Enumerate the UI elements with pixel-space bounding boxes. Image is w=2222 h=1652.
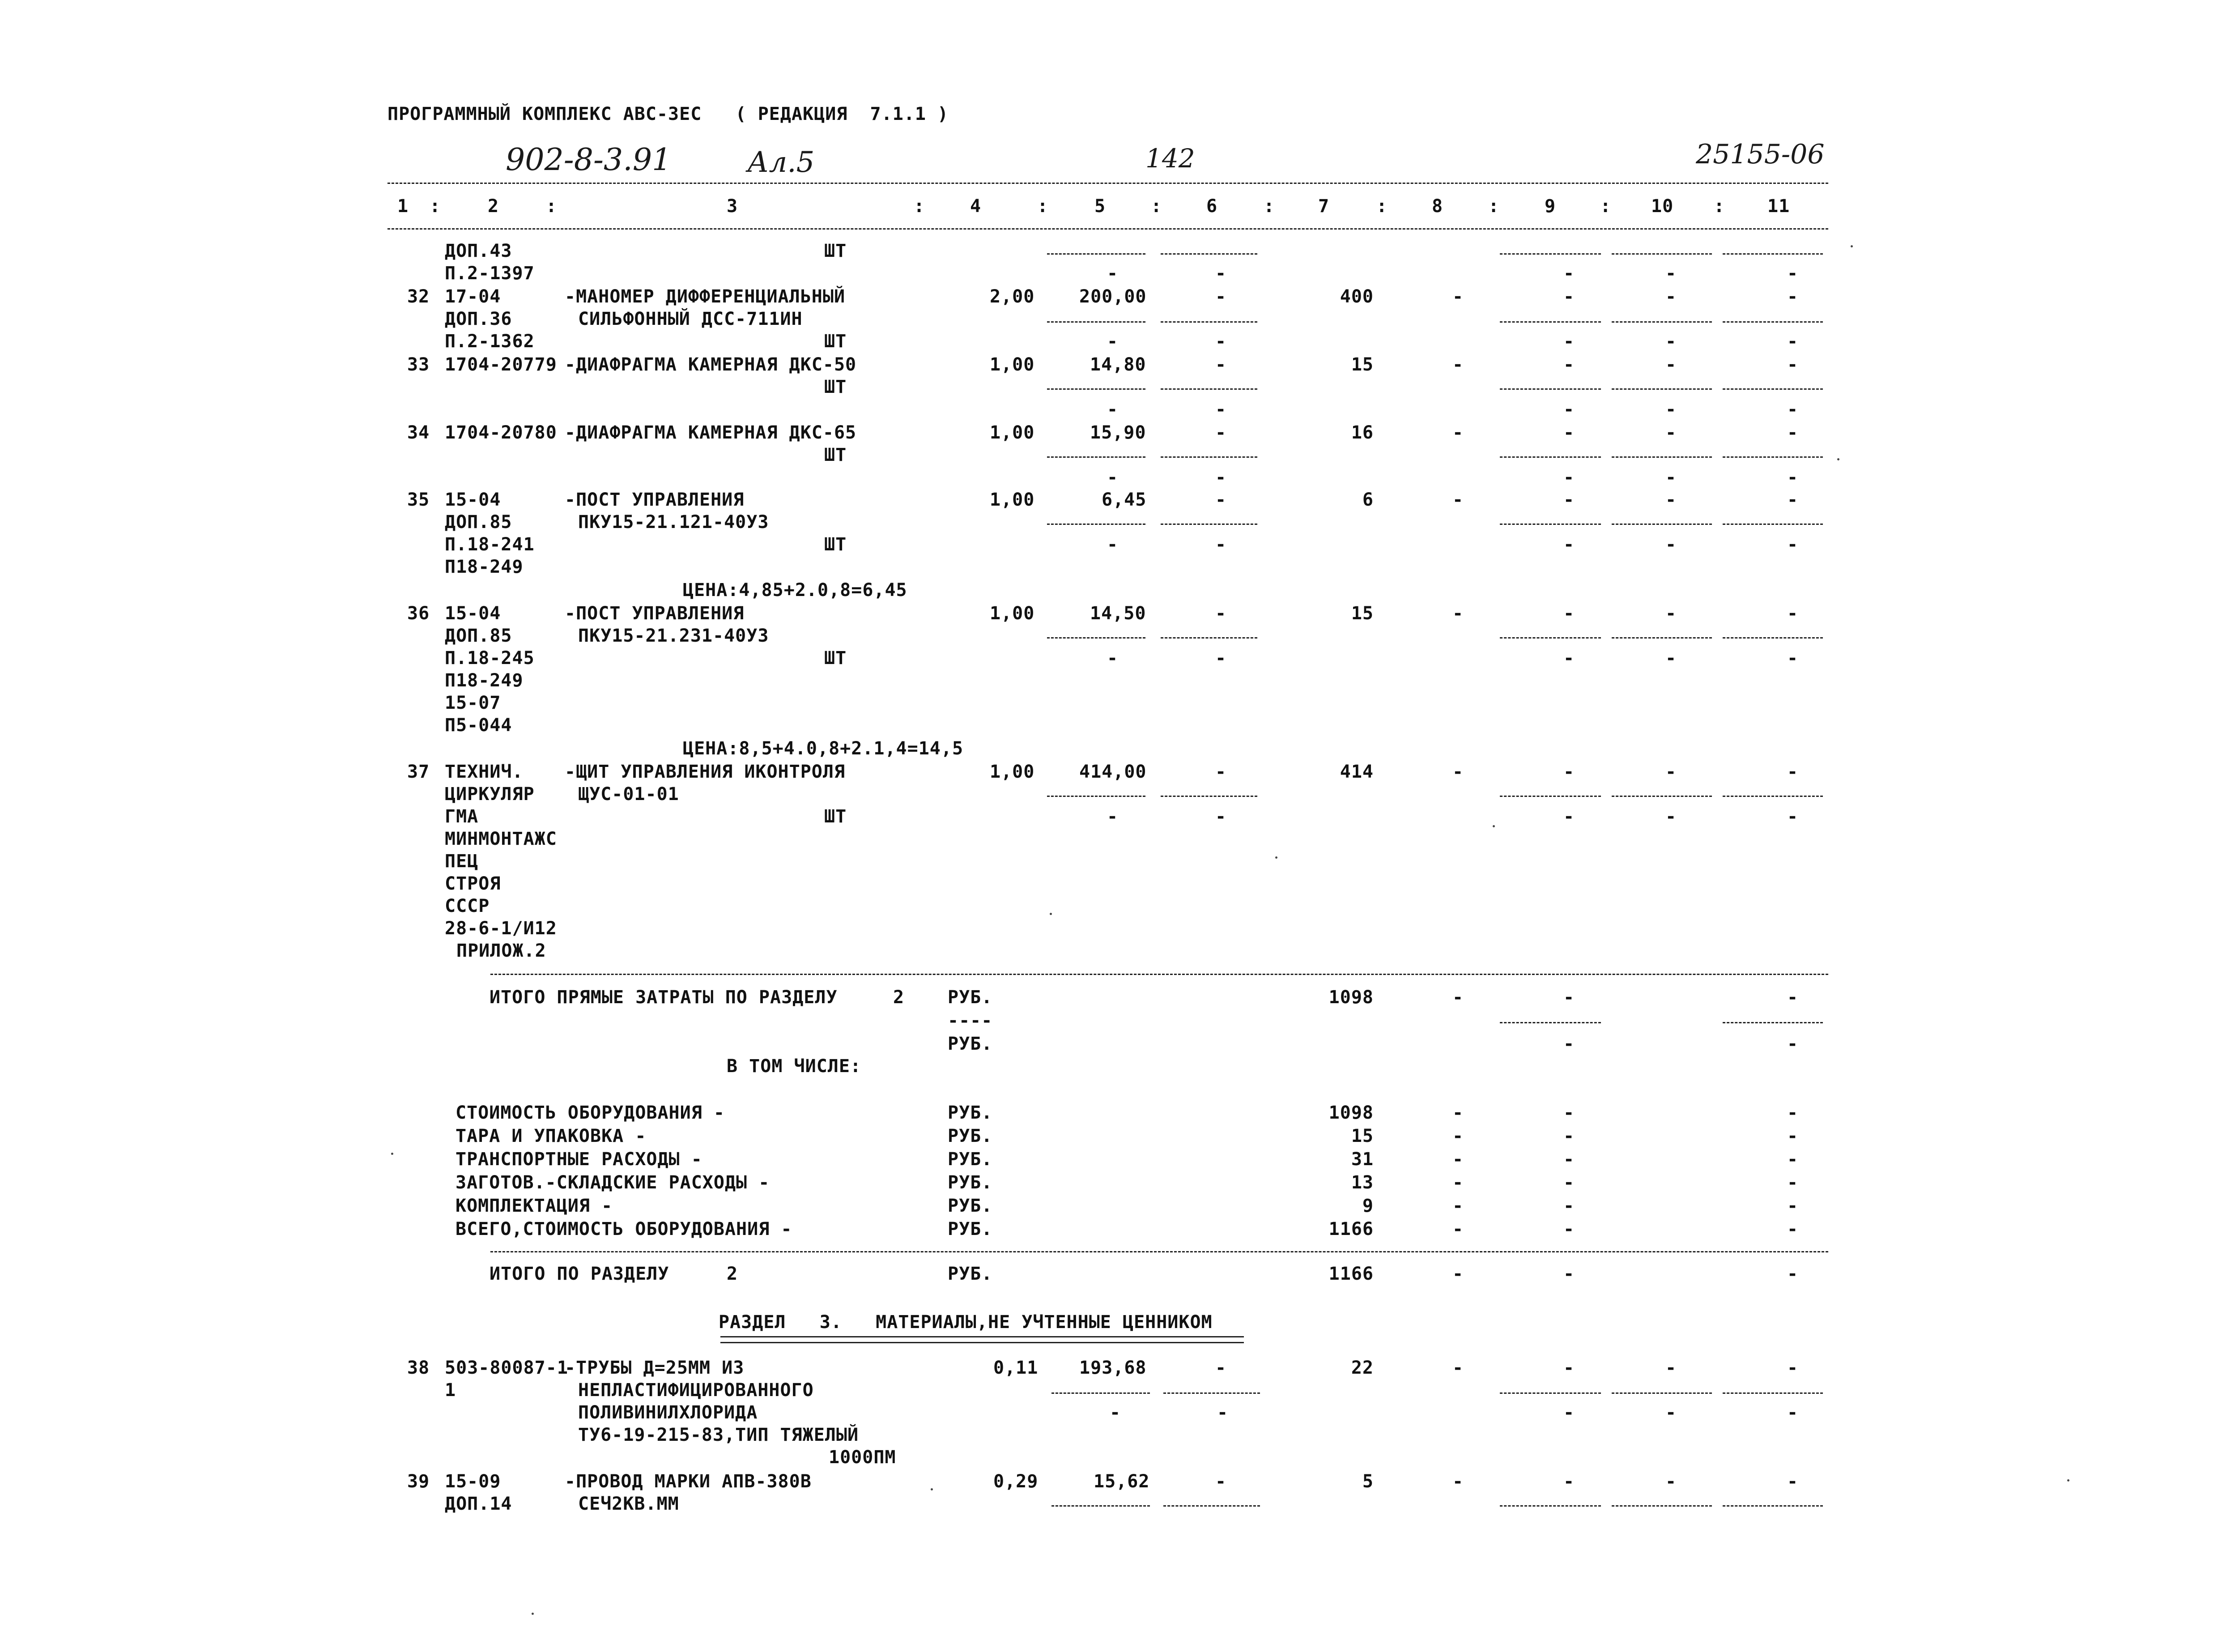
row-code: П18-249 [445, 557, 524, 577]
breakdown-value: 1098 [1328, 1103, 1374, 1123]
section-number: 2 [727, 1264, 738, 1284]
row-unit: ШТ [824, 331, 847, 352]
row-code: 1704-20779 [445, 354, 557, 375]
row-code: ТЕХНИЧ. [445, 762, 524, 782]
row-code: П.2-1397 [445, 263, 535, 284]
row-name: -ДИАФРАГМА КАМЕРНАЯ ДКС-50 [565, 354, 857, 375]
col-3: 3 [727, 196, 738, 217]
row-unit: ШТ [824, 445, 847, 465]
row-code: 503-80087-1 [445, 1358, 568, 1378]
row-name: -ПОСТ УПРАВЛЕНИЯ [565, 490, 745, 510]
scan-speck [2067, 1479, 2069, 1482]
row-number: 37 [407, 762, 430, 782]
row-code: 15-04 [445, 603, 501, 624]
direct-costs-label: ИТОГО ПРЯМЫЕ ЗАТРАТЫ ПО РАЗДЕЛУ [490, 987, 838, 1008]
col-7: 7 [1318, 196, 1330, 217]
row-unit: ШТ [824, 648, 847, 668]
section-total-line [490, 1251, 1828, 1252]
row-name: -ПОСТ УПРАВЛЕНИЯ [565, 603, 745, 624]
row-code: 15-07 [445, 693, 501, 713]
breakdown-value: 13 [1351, 1172, 1374, 1193]
row-price: 414,00 [1079, 762, 1147, 782]
row-name: -ТРУБЫ Д=25ММ ИЗ [565, 1358, 745, 1378]
row-code: ПЕЦ [445, 851, 479, 872]
row-total: 22 [1351, 1358, 1374, 1378]
scan-speck [931, 1488, 933, 1490]
row-qty: 0,29 [993, 1471, 1039, 1492]
row-price: 200,00 [1079, 286, 1147, 307]
scan-speck [391, 1153, 393, 1155]
scan-speck [1851, 245, 1853, 247]
row-code: СТРОЯ [445, 873, 501, 894]
section-number: 2 [893, 987, 905, 1008]
row-qty: 1,00 [990, 490, 1035, 510]
col-9: 9 [1545, 196, 1556, 217]
col-11: 11 [1767, 196, 1790, 217]
currency: РУБ. [948, 1219, 993, 1239]
currency: РУБ. [948, 1264, 993, 1284]
sheet-code: 25155-06 [1696, 139, 1825, 170]
row-name: ТУ6-19-215-83,ТИП ТЯЖЕЛЫЙ [578, 1425, 859, 1445]
row-code: 17-04 [445, 286, 501, 307]
row-code: 1 [445, 1380, 456, 1401]
breakdown-label: ТАРА И УПАКОВКА - [455, 1126, 647, 1146]
row-qty: 2,00 [990, 286, 1035, 307]
row-name: -ПРОВОД МАРКИ АПВ-380В [565, 1471, 812, 1492]
row-code: ПРИЛОЖ.2 [456, 941, 546, 961]
row-unit: ШТ [824, 806, 847, 827]
currency: РУБ. [948, 1196, 993, 1216]
row-total: 414 [1340, 762, 1374, 782]
row-code: 1704-20780 [445, 422, 557, 443]
row-name: ПКУ15-21.231-40У3 [578, 626, 769, 646]
row-total: 5 [1362, 1471, 1374, 1492]
scan-speck [1493, 825, 1495, 827]
col-1: 1 [397, 196, 409, 217]
row-number: 35 [407, 490, 430, 510]
col-4: 4 [970, 196, 982, 217]
row-total: 15 [1351, 603, 1374, 624]
scan-speck [1050, 913, 1052, 915]
row-code: П.18-241 [445, 534, 535, 555]
program-title: ПРОГРАММНЫЙ КОМПЛЕКС АВС-ЗЕС ( РЕДАКЦИЯ 7.1.1 ) [387, 104, 949, 124]
row-unit: ШТ [824, 534, 847, 555]
row-code: ДОП.43 [445, 241, 512, 261]
row-name: ЩУС-01-01 [578, 784, 679, 805]
row-code: ДОП.85 [445, 512, 512, 532]
breakdown-label: СТОИМОСТЬ ОБОРУДОВАНИЯ - [455, 1103, 725, 1123]
currency: РУБ. [948, 987, 993, 1008]
row-code: П18-249 [445, 670, 524, 691]
row-qty: 1,00 [990, 354, 1035, 375]
scan-speck [532, 1613, 534, 1615]
section-total-label: ИТОГО ПО РАЗДЕЛУ [490, 1264, 669, 1284]
row-name: ПКУ15-21.121-40У3 [578, 512, 769, 532]
row-name: ПОЛИВИНИЛХЛОРИДА [578, 1402, 758, 1423]
row-name: СЕЧ2КВ.ММ [578, 1494, 679, 1514]
row-price: 14,50 [1090, 603, 1146, 624]
row-code: ДОП.85 [445, 626, 512, 646]
row-code: ГМА [445, 806, 479, 827]
row-qty: 1,00 [990, 422, 1035, 443]
row-code: П5-044 [445, 715, 512, 736]
direct-costs-value: 1098 [1328, 987, 1374, 1008]
row-price: 14,80 [1090, 354, 1146, 375]
row-code: 15-04 [445, 490, 501, 510]
price-note: ЦЕНА:8,5+4.0,8+2.1,4=14,5 [683, 738, 964, 759]
doc-code: 902-8-3.91 [506, 142, 672, 178]
including-heading: В ТОМ ЧИСЛЕ: [727, 1056, 861, 1077]
col-10: 10 [1651, 196, 1674, 217]
row-number: 38 [407, 1358, 430, 1378]
breakdown-label: ЗАГОТОВ.-СКЛАДСКИЕ РАСХОДЫ - [455, 1172, 770, 1193]
breakdown-value: 31 [1351, 1149, 1374, 1170]
col-2: 2 [488, 196, 499, 217]
breakdown-label: ТРАНСПОРТНЫЕ РАСХОДЫ - [455, 1149, 702, 1170]
row-number: 34 [407, 422, 430, 443]
row-code: 15-09 [445, 1471, 501, 1492]
row-code: ЦИРКУЛЯР [445, 784, 535, 805]
page-number: 142 [1145, 143, 1195, 174]
row-number: 39 [407, 1471, 430, 1492]
breakdown-label: КОМПЛЕКТАЦИЯ - [455, 1196, 613, 1216]
row-code: ДОП.14 [445, 1494, 512, 1514]
row-total: 16 [1351, 422, 1374, 443]
row-qty: 0,11 [993, 1358, 1039, 1378]
row-code: ДОП.36 [445, 309, 512, 329]
currency: РУБ. [948, 1149, 993, 1170]
row-total: 15 [1351, 354, 1374, 375]
row-code: МИНМОНТАЖС [445, 829, 557, 849]
row-qty: 1,00 [990, 603, 1035, 624]
row-unit: ШТ [824, 241, 847, 261]
col-6: 6 [1206, 196, 1218, 217]
scan-speck [1275, 856, 1277, 859]
row-total: 6 [1362, 490, 1374, 510]
section-title: РАЗДЕЛ 3. МАТЕРИАЛЫ,НЕ УЧТЕННЫЕ ЦЕННИКОМ [719, 1312, 1213, 1333]
price-note: ЦЕНА:4,85+2.0,8=6,45 [683, 580, 907, 600]
row-qty: 1,00 [990, 762, 1035, 782]
row-number: 36 [407, 603, 430, 624]
breakdown-value: 15 [1351, 1126, 1374, 1146]
column-header-line [387, 228, 1828, 230]
currency: РУБ. [948, 1172, 993, 1193]
row-name: СИЛЬФОННЫЙ ДСС-711ИН [578, 309, 803, 329]
row-price: 15,62 [1094, 1471, 1150, 1492]
currency: РУБ. [948, 1103, 993, 1123]
section-total-value: 1166 [1328, 1264, 1374, 1284]
row-name: НЕПЛАСТИФИЦИРОВАННОГО [578, 1380, 814, 1401]
row-price: 193,68 [1079, 1358, 1147, 1378]
col-5: 5 [1094, 196, 1106, 217]
row-code: П.18-245 [445, 648, 535, 668]
header-top-line [387, 183, 1828, 184]
breakdown-label: ВСЕГО,СТОИМОСТЬ ОБОРУДОВАНИЯ - [455, 1219, 792, 1239]
currency-underline: ---- [948, 1010, 993, 1031]
row-price: 15,90 [1090, 422, 1146, 443]
row-code: 28-6-1/И12 [445, 918, 557, 939]
row-name: -МАНОМЕР ДИФФЕРЕНЦИАЛЬНЫЙ [565, 286, 846, 307]
row-number: 32 [407, 286, 430, 307]
row-unit: 1000ПМ [829, 1447, 896, 1468]
row-number: 33 [407, 354, 430, 375]
row-name: -ДИАФРАГМА КАМЕРНАЯ ДКС-65 [565, 422, 857, 443]
col-8: 8 [1432, 196, 1443, 217]
row-total: 400 [1340, 286, 1374, 307]
breakdown-value: 9 [1362, 1196, 1374, 1216]
row-name: -ЩИТ УПРАВЛЕНИЯ ИКОНТРОЛЯ [565, 762, 846, 782]
album-label: Ал.5 [747, 146, 815, 179]
scan-speck [1837, 458, 1839, 460]
row-code: СССР [445, 896, 490, 916]
section-title-underline [720, 1336, 1244, 1343]
row-unit: ШТ [824, 377, 847, 397]
breakdown-value: 1166 [1328, 1219, 1374, 1239]
totals-top-line [490, 974, 1828, 975]
row-price: 6,45 [1102, 490, 1147, 510]
currency: РУБ. [948, 1126, 993, 1146]
currency: РУБ. [948, 1034, 993, 1054]
row-code: П.2-1362 [445, 331, 535, 352]
